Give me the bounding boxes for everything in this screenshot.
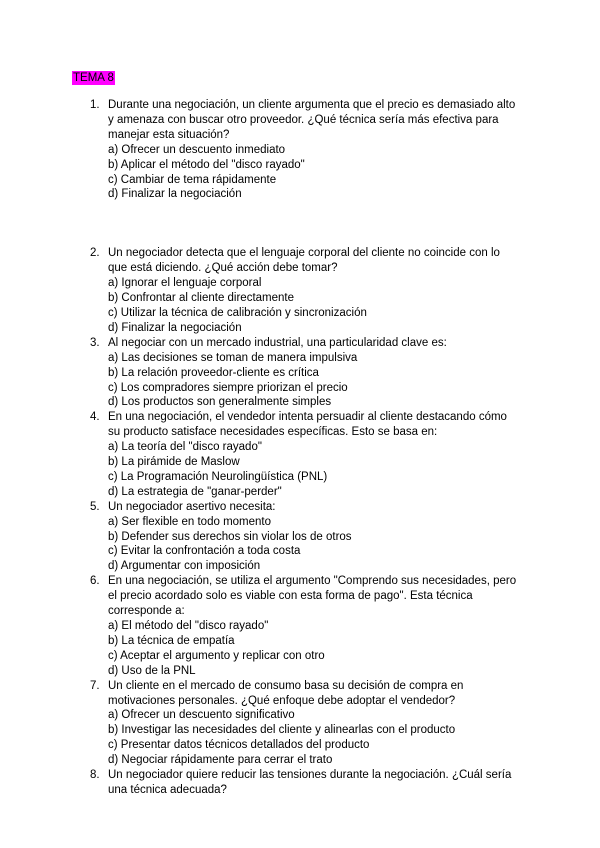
- question-number: 6.: [90, 575, 100, 588]
- question-text: Un negociador quiere reducir las tensiones durante la negociación. ¿Cuál sería una técnica adecuada?: [108, 769, 512, 796]
- question-4: [0, 410, 518, 499]
- option-d: d) Los productos son generalmente simples: [108, 396, 332, 409]
- option-c: c) Utilizar la técnica de calibración y sincronización: [108, 306, 367, 319]
- question-number: 5.: [90, 500, 100, 513]
- option-b: b) Confrontar al cliente directamente: [108, 292, 295, 305]
- question-1: [0, 98, 518, 202]
- question-text: Un negociador detecta que el lenguaje corporal del cliente no coincide con lo que está diciendo. ¿Qué acción debe tomar?: [108, 247, 500, 275]
- option-a: a) La teoría del "disco rayado": [108, 441, 262, 454]
- option-b: b) La técnica de empatía: [108, 634, 235, 647]
- option-c: c) Aceptar el argumento y replicar con otro: [108, 649, 325, 662]
- question-number: 1.: [90, 99, 100, 111]
- question-8: [0, 768, 518, 798]
- option-d: d) Finalizar la negociación: [108, 321, 242, 334]
- option-a: a) Ofrecer un descuento significativo: [108, 709, 295, 722]
- option-c: c) Cambiar de tema rápidamente: [108, 173, 277, 186]
- option-b: b) Defender sus derechos sin violar los de otros: [108, 530, 352, 543]
- question-text: Durante una negociación, un cliente argumenta que el precio es demasiado alto y amenaza con buscar otro proveedor. ¿Qué técnica sería más efectiva para manejar esta situación?: [108, 99, 516, 141]
- question-5: [0, 500, 518, 575]
- option-c: c) Los compradores siempre priorizan el precio: [108, 381, 348, 394]
- option-a: a) El método del "disco rayado": [108, 620, 269, 632]
- option-a: a) Ignorar el lenguaje corporal: [108, 277, 262, 290]
- question-number: 8.: [90, 769, 100, 782]
- option-b: b) La pirámide de Maslow: [108, 456, 240, 469]
- option-d: d) Finalizar la negociación: [108, 188, 242, 201]
- question-text: En una negociación, el vendedor intenta persuadir al cliente destacando cómo su producto satisface necesidades específicas. Esto se basa en:: [108, 411, 507, 439]
- option-b: b) La relación proveedor-cliente es crítica: [108, 366, 319, 379]
- question-number: 4.: [90, 411, 100, 424]
- option-b: b) Aplicar el método del "disco rayado": [108, 158, 305, 171]
- option-c: c) Presentar datos técnicos detallados del producto: [108, 739, 370, 752]
- option-a: a) Ser flexible en todo momento: [108, 515, 272, 528]
- option-d: d) Uso de la PNL: [108, 664, 196, 677]
- question-text: Un negociador asertivo necesita:: [108, 500, 276, 513]
- question-6: [0, 574, 518, 678]
- option-b: b) Investigar las necesidades del cliente y alinearlas con el producto: [108, 724, 456, 737]
- question-3: [0, 336, 518, 411]
- option-c: c) La Programación Neurolingüística (PNL): [108, 470, 328, 483]
- option-a: a) Ofrecer un descuento inmediato: [108, 143, 286, 156]
- option-d: d) La estrategia de "ganar-perder": [108, 485, 282, 498]
- question-7: [0, 679, 518, 768]
- question-text: En una negociación, se utiliza el argumento "Comprendo sus necesidades, pero el precio acordado solo es viable con esta forma de pago". Esta técnica corresponde a:: [108, 575, 517, 618]
- question-number: 7.: [90, 679, 100, 692]
- question-number: 3.: [90, 336, 100, 349]
- question-text: Al negociar con un mercado industrial, una particularidad clave es:: [108, 336, 447, 349]
- option-d: d) Argumentar con imposición: [108, 560, 261, 573]
- option-a: a) Las decisiones se toman de manera impulsiva: [108, 351, 358, 364]
- document-title: TEMA 8: [73, 72, 114, 84]
- question-2: [0, 246, 518, 335]
- question-list: [0, 98, 600, 798]
- option-c: c) Evitar la confrontación a toda costa: [108, 545, 301, 558]
- question-text: Un cliente en el mercado de consumo basa su decisión de compra en motivaciones personales. ¿Qué enfoque debe adoptar el vendedor?: [108, 679, 464, 707]
- question-number: 2.: [90, 247, 100, 260]
- option-d: d) Negociar rápidamente para cerrar el trato: [108, 754, 333, 767]
